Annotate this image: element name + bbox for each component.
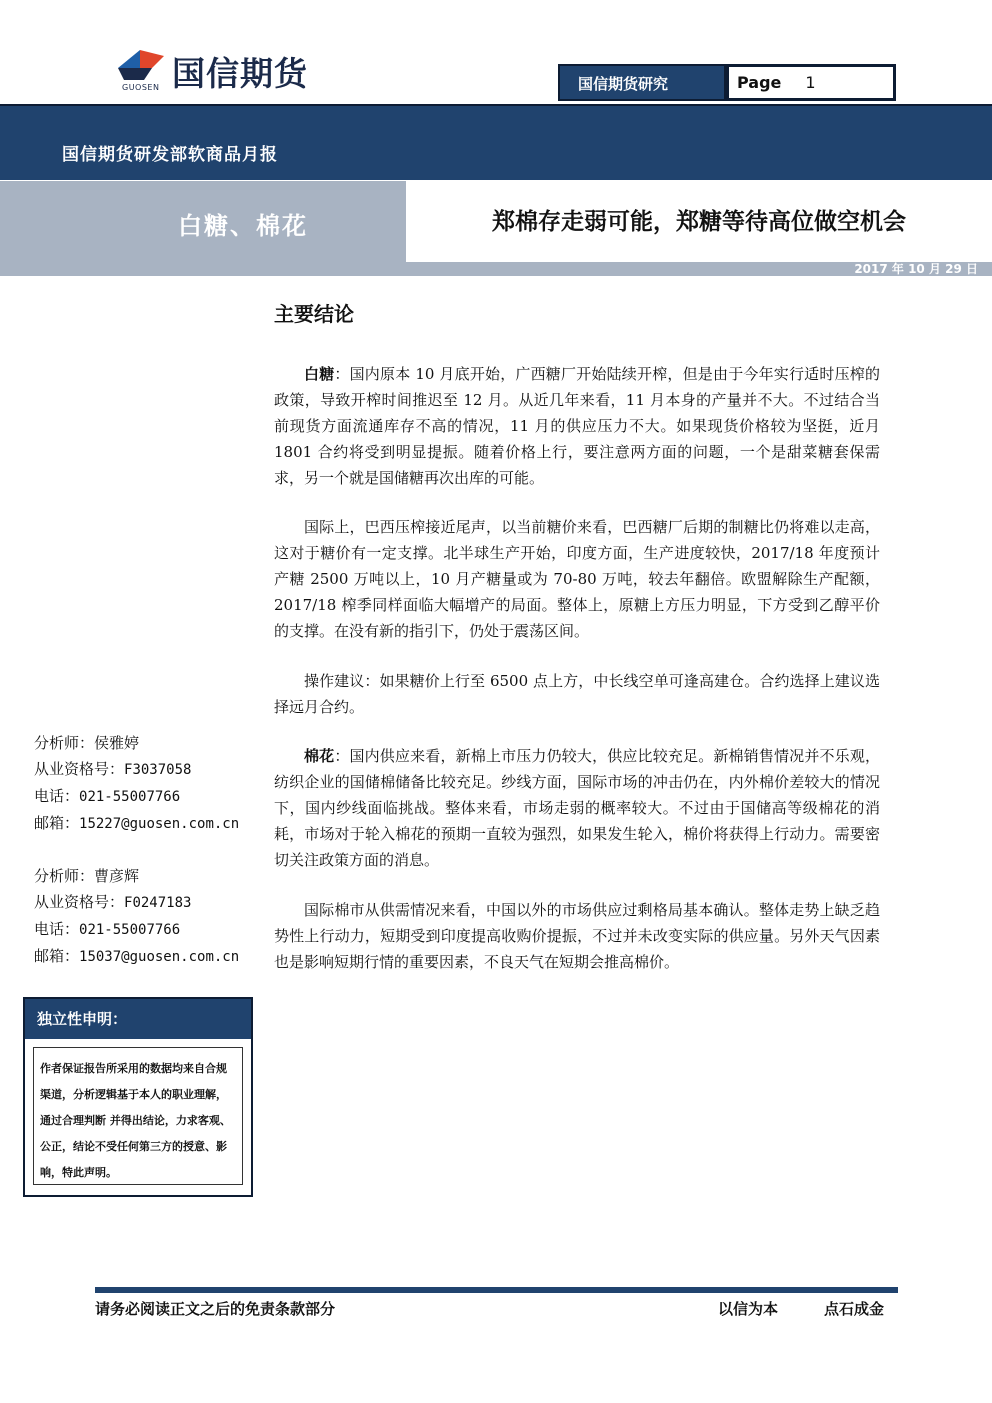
analyst-cert: 从业资格号：F0247183 [34, 893, 192, 911]
analyst-mail: 邮箱：15227@guosen.com.cn [34, 814, 240, 832]
research-tab: 国信期货研究 [558, 64, 726, 101]
paragraph-text: ：国内原本 10 月底开始，广西糖厂开始陆续开榨，但是由于今年实行适时压榨的政策，导致开榨时间推迟至 12 月。从近几年来看，11 月本身的产量并不大。不过结合当前现货方面流通库存不高的情况，11 月的供应压力不大。如果现货价格较为坚挺，近月 1801 合约将受到明显提振。随着价格上行，要注意两方面的问题，一个是甜菜糖套保需求，另一个就是国储糖再次出库的可能。 [274, 365, 880, 487]
report-date: 2017 年 10 月 29 日 [854, 262, 978, 276]
analyst-name: 分析师：侯雅婷 [34, 734, 140, 752]
report-title: 国信期货研发部软商品月报 [62, 145, 278, 165]
paragraph-text: 国际上，巴西压榨接近尾声，以当前糖价来看，巴西糖厂后期的制糖比仍将难以走高，这对于糖价有一定支撑。北半球生产开始，印度方面，生产进度较快，2017/18 年度预计产糖 2500 万吨以上，10 月产糖量或为 70-80 万吨，较去年翻倍。欧盟解除生产配额，2017/18 榨季同样面临大幅增产的局面。整体上，原糖上方压力明显，下方受到乙醇平价的支撑。在没有新的指引下，仍处于震荡区间。 [274, 518, 880, 640]
page-indicator [726, 64, 896, 101]
paragraph-lead: 白糖 [304, 365, 335, 383]
analyst-mail: 邮箱：15037@guosen.com.cn [34, 947, 240, 965]
declaration-title: 独立性申明： [25, 999, 251, 1039]
analyst-tel: 电话：021-55007766 [34, 920, 181, 938]
paragraph-text: 国际棉市从供需情况来看，中国以外的市场供应过剩格局基本确认。整体走势上缺乏趋势性上行动力，短期受到印度提高收购价提振，不过并未改变实际的供应量。另外天气因素也是影响短期行情的重要因素，不良天气在短期会推高棉价。 [274, 901, 880, 971]
motto-2: 点石成金 [824, 1300, 885, 1318]
paragraph-sugar-advice [274, 668, 880, 720]
declaration-body: 作者保证报告所采用的数据均来自合规渠道，分析逻辑基于本人的职业理解，通过合理判断 并得出结论，力求客观、公正，结论不受任何第三方的授意、影响，特此声明。 [33, 1047, 243, 1185]
date-band [0, 262, 992, 276]
paragraph-text: 操作建议：如果糖价上行至 6500 点上方，中长线空单可逢高建仓。合约选择上建议选择远月合约。 [274, 672, 880, 716]
disclaimer-notice: 请务必阅读正文之后的免责条款部分 [95, 1300, 336, 1318]
analyst-list [34, 730, 239, 970]
page-number: 1 [805, 73, 816, 92]
paragraph-text: ：国内供应来看，新棉上市压力仍较大，供应比较充足。新棉销售情况并不乐观，纺织企业的国储棉储备比较充足。纱线方面，国际市场的冲击仍在，内外棉价差较大的情况下，国内纱线面临挑战。整体来看，市场走弱的概率较大。不过由于国储高等级棉花的消耗，市场对于轮入棉花的预期一直较为强烈，如果发生轮入，棉价将获得上行动力。需要密切关注政策方面的消息。 [274, 747, 880, 869]
analyst-cert: 从业资格号：F3037058 [34, 760, 192, 778]
independence-declaration [23, 997, 253, 1197]
footer-divider [95, 1287, 898, 1293]
headline: 郑棉存走弱可能，郑糖等待高位做空机会 [406, 181, 992, 263]
paragraph-cotton [274, 743, 880, 873]
page-label: Page [737, 73, 782, 92]
paragraph-lead: 棉花 [304, 747, 335, 765]
logo-subtext: GUOSEN [122, 83, 160, 92]
paragraph-cotton-intl [274, 897, 880, 975]
section-title: 主要结论 [274, 302, 354, 326]
commodity-label: 白糖、棉花 [178, 211, 308, 240]
logo-icon [116, 46, 166, 86]
motto-1: 以信为本 [718, 1300, 779, 1318]
paragraph-sugar-intl [274, 514, 880, 644]
analyst-tel: 电话：021-55007766 [34, 787, 181, 805]
logo-text: 国信期货 [172, 54, 308, 93]
paragraph-sugar [274, 361, 880, 491]
analyst-name: 分析师：曹彦辉 [34, 867, 140, 885]
company-logo [116, 46, 346, 94]
